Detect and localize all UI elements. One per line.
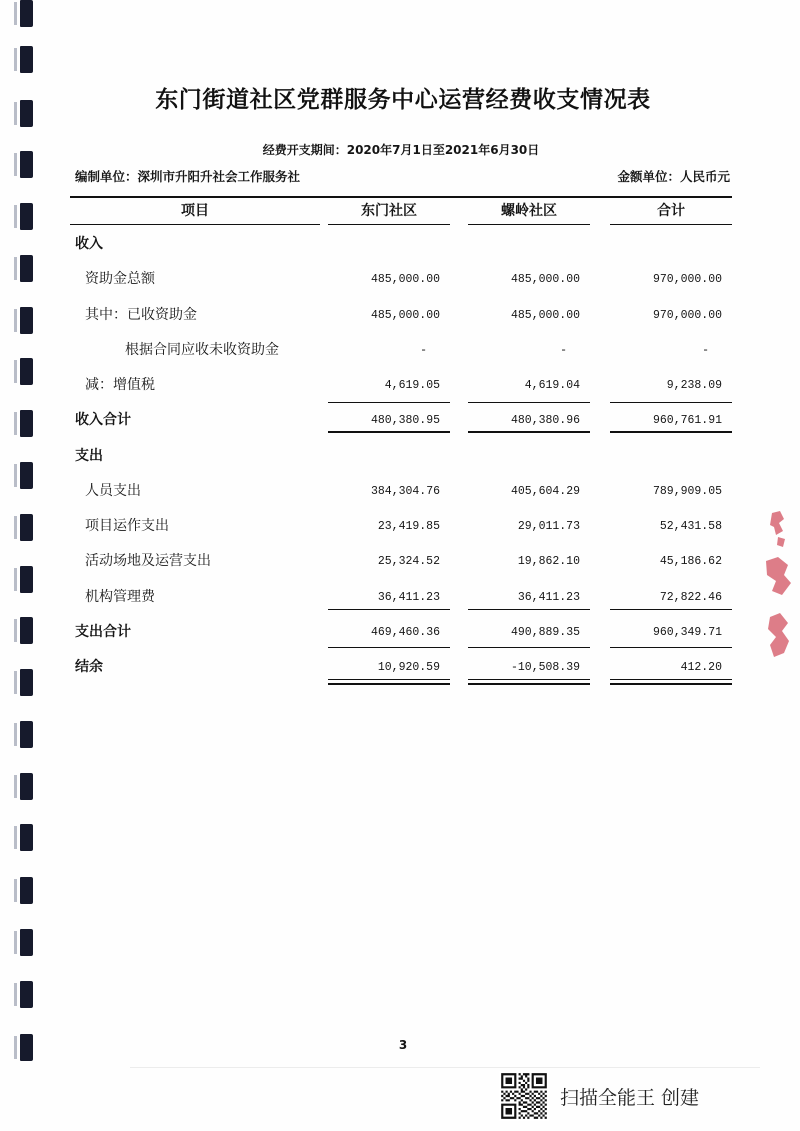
value-dongmen: 10,920.59 [377, 661, 440, 674]
row-label: 根据合同应收未收资助金 [125, 341, 279, 358]
table-row [70, 333, 732, 368]
value-luoling: 480,380.96 [510, 414, 580, 428]
value-luoling: 19,862.10 [517, 555, 580, 569]
scanner-app-watermark: 扫描全能王 创建 [560, 1087, 700, 1109]
scan-artifact-line [130, 1067, 760, 1068]
binding-hole [20, 410, 33, 437]
table-row [70, 262, 732, 297]
value-dongmen: - [420, 343, 427, 357]
value-dongmen: 485,000.00 [370, 273, 440, 287]
table-row-total [70, 615, 732, 650]
value-luoling: 485,000.00 [510, 273, 580, 287]
binding-hole [20, 981, 33, 1008]
table-row-section [70, 439, 732, 474]
binding-hole [20, 877, 33, 904]
binding-hole [20, 1034, 33, 1061]
value-total: 789,909.05 [652, 484, 722, 498]
row-label: 活动场地及运营支出 [85, 553, 211, 570]
value-total: - [702, 343, 709, 357]
currency-unit: 金额单位：人民币元 [617, 169, 730, 184]
row-label: 收入 [75, 236, 103, 252]
value-luoling: 29,011.73 [517, 520, 580, 533]
table-body [70, 227, 732, 685]
value-luoling: -10,508.39 [510, 661, 580, 674]
value-luoling: - [560, 343, 567, 357]
header-dongmen: 东门社区 [361, 203, 417, 219]
row-label: 机构管理费 [85, 588, 155, 605]
value-total: 9,238.09 [666, 379, 722, 392]
binding-hole [20, 566, 33, 593]
seal-mark [766, 557, 791, 595]
binding-hole [20, 358, 33, 385]
preparing-organization: 编制单位：深圳市升阳升社会工作服务社 [75, 169, 301, 184]
row-label: 结余 [75, 659, 103, 675]
seal-mark [777, 537, 785, 547]
binding-hole [20, 773, 33, 800]
binding-hole [20, 203, 33, 230]
table-row [70, 509, 732, 544]
row-label: 人员支出 [85, 482, 141, 499]
row-label: 资助金总额 [85, 271, 155, 288]
seal-fragment [758, 505, 798, 670]
table-row-balance [70, 650, 732, 685]
value-luoling: 405,604.29 [510, 484, 580, 498]
value-total: 960,761.91 [652, 414, 722, 428]
qr-code-icon [499, 1071, 549, 1121]
table-row [70, 580, 732, 615]
binding-hole [20, 669, 33, 696]
value-dongmen: 485,000.00 [370, 308, 440, 322]
table-header [70, 199, 732, 224]
value-dongmen: 23,419.85 [377, 520, 440, 533]
seal-mark [770, 511, 784, 535]
value-luoling: 485,000.00 [510, 308, 580, 322]
binding-hole [20, 721, 33, 748]
binding-hole [20, 514, 33, 541]
page-number: 3 [398, 1038, 408, 1052]
value-luoling: 490,889.35 [510, 625, 580, 639]
value-luoling: 36,411.23 [517, 590, 580, 604]
value-total: 970,000.00 [652, 308, 722, 322]
row-label: 支出 [75, 447, 103, 464]
value-dongmen: 384,304.76 [370, 484, 440, 498]
table-row [70, 474, 732, 509]
binding-hole [20, 462, 33, 489]
header-underline [70, 224, 320, 225]
table-row [70, 544, 732, 579]
value-total: 45,186.62 [659, 555, 722, 569]
binding-hole [20, 617, 33, 644]
row-label: 项目运作支出 [85, 518, 169, 534]
binding-hole [20, 0, 33, 27]
value-dongmen: 469,460.36 [370, 625, 440, 639]
table-row [70, 298, 732, 333]
table-row [70, 368, 732, 403]
table-top-rule [70, 196, 732, 198]
binding-hole [20, 255, 33, 282]
value-dongmen: 36,411.23 [377, 590, 440, 604]
header-item: 项目 [181, 203, 209, 219]
table-row-total [70, 403, 732, 438]
value-total: 412.20 [680, 661, 722, 674]
binding-hole [20, 929, 33, 956]
row-label: 收入合计 [75, 412, 131, 429]
header-underline [328, 224, 450, 225]
row-label: 其中：已收资助金 [85, 306, 197, 323]
header-total: 合计 [657, 203, 685, 219]
row-label: 支出合计 [75, 623, 131, 640]
document-title: 东门街道社区党群服务中心运营经费收支情况表 [155, 87, 651, 113]
value-dongmen: 25,324.52 [377, 555, 440, 569]
expense-period: 经费开支期间：2020年7月1日至2021年6月30日 [262, 143, 540, 157]
binding-hole [20, 307, 33, 334]
value-total: 970,000.00 [652, 273, 722, 287]
value-total: 52,431.58 [659, 520, 722, 533]
binding-hole [20, 46, 33, 73]
seal-mark [768, 613, 789, 657]
binding-hole [20, 824, 33, 851]
value-total: 72,822.46 [659, 590, 722, 604]
header-underline [468, 224, 590, 225]
row-label: 减：增值税 [85, 377, 155, 393]
header-underline [610, 224, 732, 225]
header-luoling: 螺岭社区 [501, 203, 557, 219]
value-dongmen: 4,619.05 [384, 379, 440, 392]
value-luoling: 4,619.04 [524, 379, 580, 392]
table-row-section [70, 227, 732, 262]
value-dongmen: 480,380.95 [370, 414, 440, 428]
value-total: 960,349.71 [652, 625, 722, 639]
